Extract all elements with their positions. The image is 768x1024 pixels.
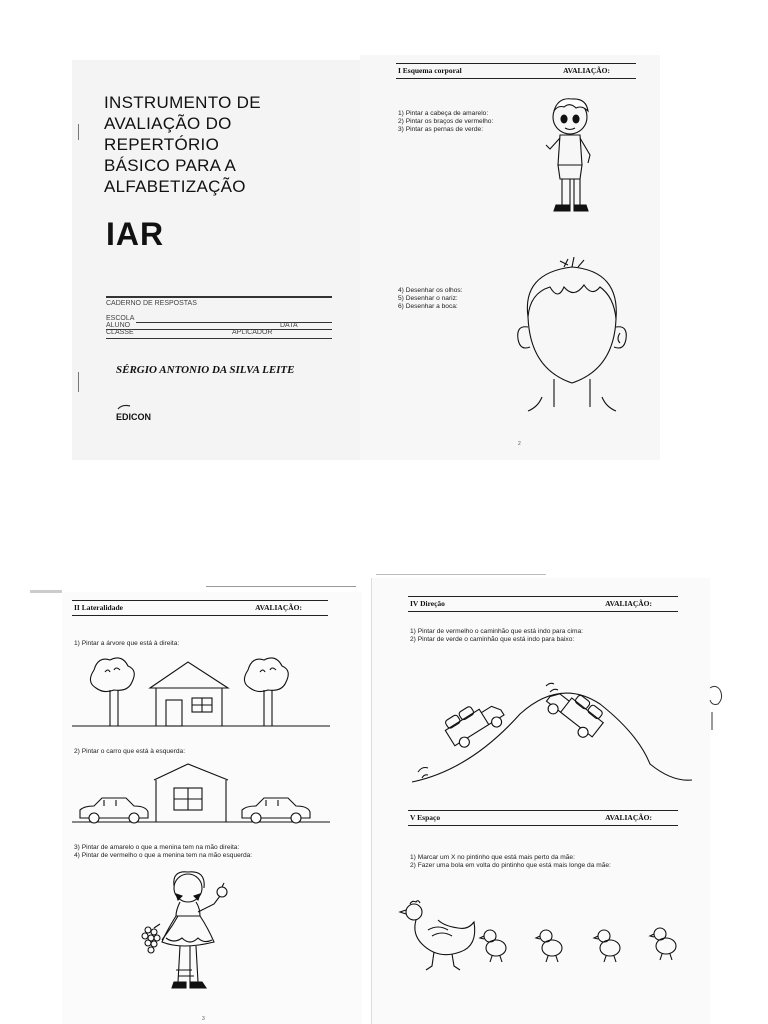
scan-edge-line: [376, 574, 546, 575]
section-title: IV Direção: [410, 599, 445, 608]
evaluation-label: AVALIAÇÃO:: [605, 599, 652, 608]
hill-trucks-drawing: [410, 674, 694, 786]
section-header: [408, 810, 678, 826]
cover-title-line: INSTRUMENTO DE: [104, 93, 261, 112]
instruction-item: 3) Pintar as pernas de verde:: [398, 126, 484, 133]
instruction-item: 4) Pintar de vermelho o que a menina tem na mão esquerda:: [74, 852, 253, 859]
page-number: 2: [518, 441, 521, 447]
blank-face-drawing: [508, 257, 638, 415]
cover-brand: IAR: [106, 216, 165, 252]
cars-house-drawing: [70, 760, 332, 828]
instruction-item: 6) Desenhar a boca:: [398, 303, 458, 310]
cover-title-line: BÁSICO PARA A: [104, 156, 237, 175]
direcao-espaco-page: [372, 578, 710, 1024]
girl-drawing: [132, 866, 262, 1006]
instruction-item: 2) Pintar o carro que está à esquerda:: [74, 748, 186, 755]
answer-form: [106, 296, 332, 339]
evaluation-label: AVALIAÇÃO:: [605, 813, 652, 822]
esquema-corporal-page: [360, 55, 660, 460]
scan-edge-line: [30, 590, 62, 593]
form-aluno: ALUNO: [106, 322, 131, 329]
adjacent-page-fragment: [704, 680, 728, 740]
section-title: I Esquema corporal: [398, 66, 462, 75]
section-header: [408, 596, 678, 612]
form-classe: CLASSE: [106, 329, 134, 336]
publisher-logo: [116, 412, 151, 422]
publisher-swoosh-icon: [116, 404, 132, 410]
instruction-item: 1) Marcar um X no pintinho que está mais perto da mãe:: [410, 854, 575, 861]
section-title: V Espaço: [410, 813, 441, 822]
evaluation-label: AVALIAÇÃO:: [255, 603, 302, 612]
form-escola: ESCOLA: [106, 315, 135, 322]
evaluation-label: AVALIAÇÃO:: [563, 66, 610, 75]
instruction-item: 2) Pintar de verde o caminhão que está indo para baixo:: [410, 636, 575, 643]
section-header: [396, 63, 636, 79]
form-data: DATA: [280, 322, 298, 329]
instruction-list: [410, 628, 583, 644]
instruction-list: [398, 287, 463, 311]
publisher-name: EDICON: [116, 412, 152, 422]
scan-edge-line: [206, 586, 356, 587]
instruction-item: 1) Pintar a cabeça de amarelo:: [398, 110, 489, 117]
cover-title-line: REPERTÓRIO: [104, 135, 220, 154]
section-header: [72, 600, 328, 616]
trees-house-drawing: [70, 652, 332, 732]
instruction-item: 1) Pintar de vermelho o caminhão que está indo para cima:: [410, 628, 583, 635]
form-aplicador: APLICADOR: [232, 329, 273, 336]
lateralidade-page: [62, 592, 362, 1024]
section-title: II Lateralidade: [74, 603, 123, 612]
cover-title-line: ALFABETIZAÇÃO: [104, 177, 246, 196]
page-number: 3: [202, 1016, 205, 1022]
cover-title: [104, 92, 344, 197]
cover-page: [72, 60, 360, 460]
instruction-list: [74, 844, 252, 860]
instruction-list: [398, 110, 493, 134]
form-heading: CADERNO DE RESPOSTAS: [106, 300, 197, 307]
instruction-item: 4) Desenhar os olhos:: [398, 287, 463, 294]
cover-title-line: AVALIAÇÃO DO: [104, 114, 232, 133]
instruction-item: 3) Pintar de amarelo o que a menina tem na mão direita:: [74, 844, 240, 851]
instruction-item: 2) Fazer uma bola em volta do pintinho que está mais longe da mãe:: [410, 862, 611, 869]
instruction-item: 5) Desenhar o nariz:: [398, 295, 458, 302]
hen-chicks-drawing: [398, 900, 688, 980]
instruction-item: 1) Pintar a árvore que está à direita:: [74, 640, 180, 647]
boy-drawing: [540, 93, 610, 223]
author-name: SÉRGIO ANTONIO DA SILVA LEITE: [116, 364, 295, 376]
instruction-item: 2) Pintar os braços de vermelho:: [398, 118, 494, 125]
instruction-list: [410, 854, 611, 870]
